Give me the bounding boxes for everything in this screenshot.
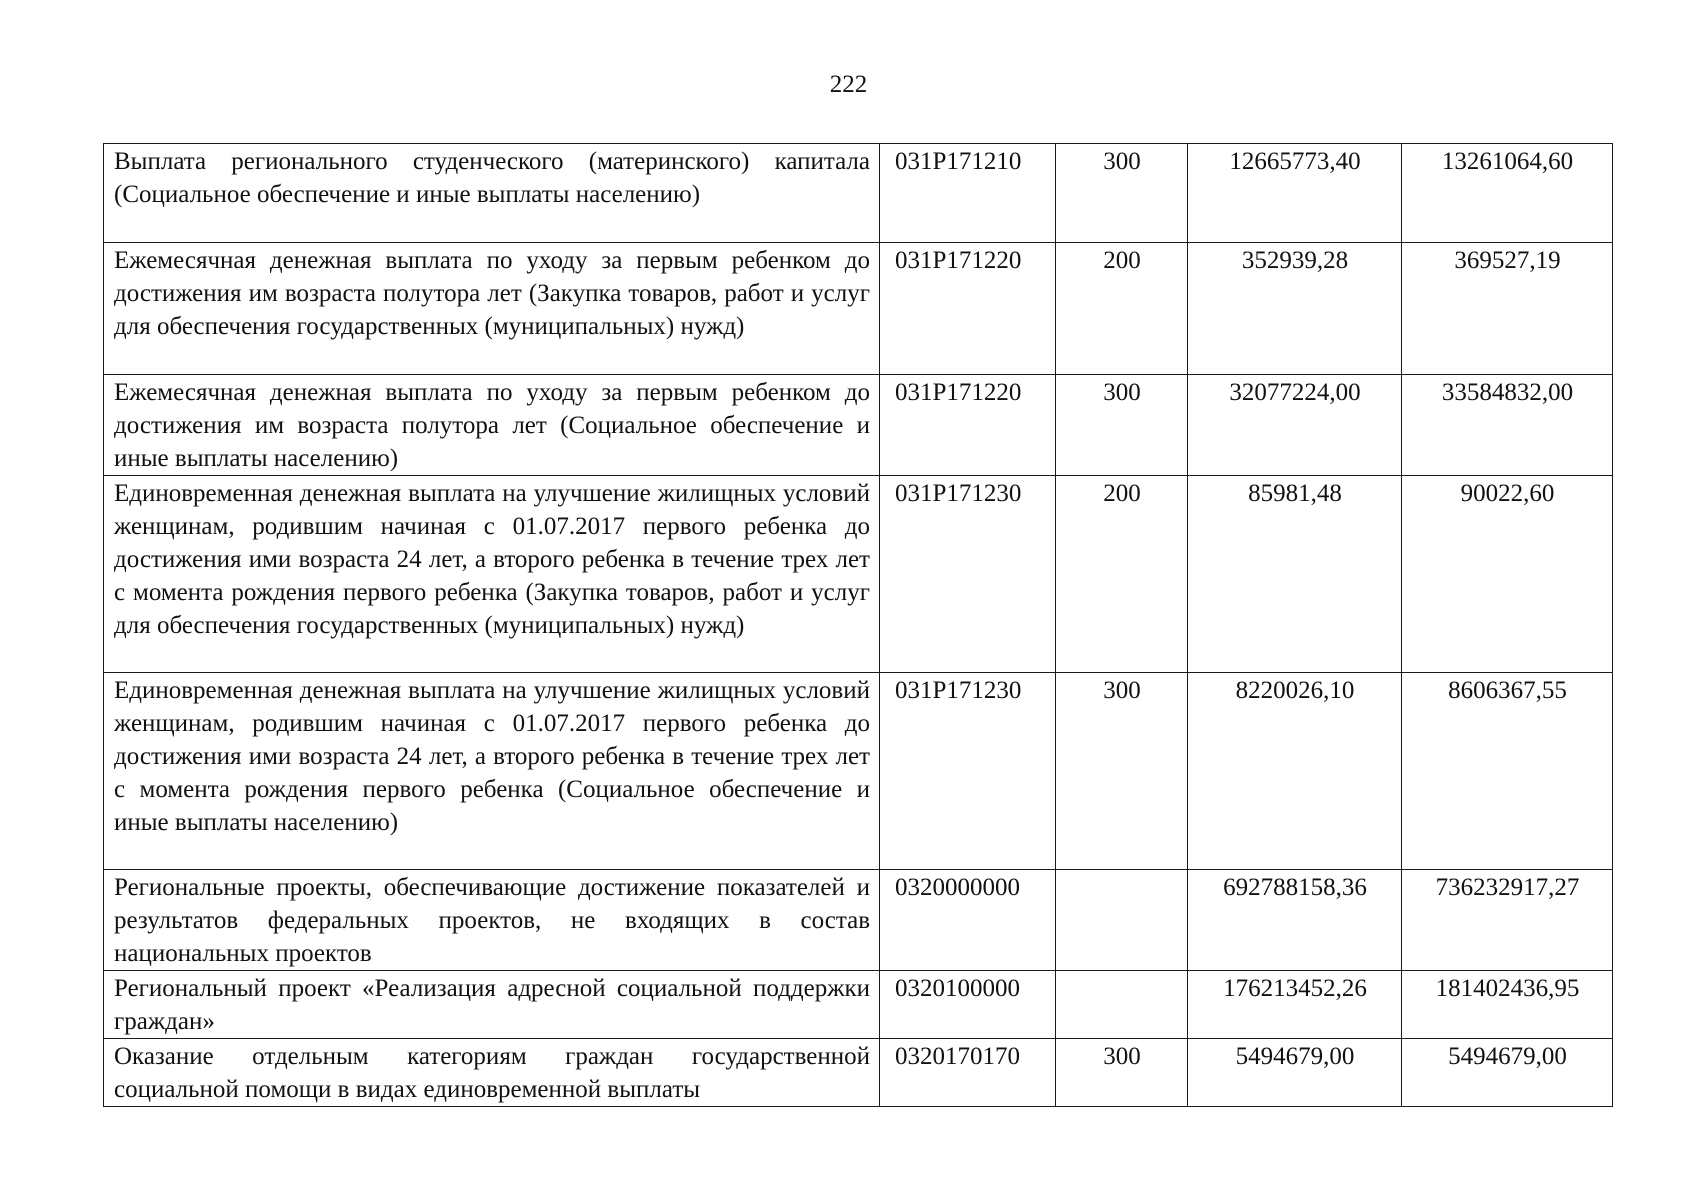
row-type <box>1066 870 1178 871</box>
row-value1-cell <box>1188 144 1402 243</box>
row-value1: 176213452,26 <box>1223 975 1367 1002</box>
table-row <box>104 243 1613 375</box>
row-value1: 85981,48 <box>1248 480 1342 507</box>
row-name-cell <box>104 673 880 870</box>
row-value2: 736232917,27 <box>1435 874 1580 901</box>
row-type: 300 <box>1103 1043 1141 1070</box>
row-type-cell <box>1056 243 1188 375</box>
row-type: 300 <box>1103 379 1141 406</box>
row-value2-cell <box>1402 243 1613 375</box>
row-code-cell <box>880 971 1056 1039</box>
row-type-cell <box>1056 673 1188 870</box>
row-value1: 32077224,00 <box>1229 379 1361 406</box>
row-name-cell <box>104 144 880 243</box>
row-name-cell <box>104 971 880 1039</box>
row-type: 300 <box>1103 148 1141 175</box>
table-row <box>104 144 1613 243</box>
row-type-cell <box>1056 144 1188 243</box>
row-name: Единовременная денежная выплата на улучшение жилищных условий женщинам, родившим начиная с 01.07.2017 первого ребенка до достижения ими возраста 24 лет, а второго ребенка в течение трех лет с момента рождения первого ребенка (Социальное обеспечение и иные выплаты населению) <box>114 677 870 836</box>
row-name: Региональные проекты, обеспечивающие достижение показателей и результатов федеральных проектов, не входящих в состав национальных проектов <box>114 874 870 967</box>
row-code: 0320170170 <box>895 1043 1020 1070</box>
row-code-cell <box>880 1039 1056 1107</box>
row-name-cell <box>104 1039 880 1107</box>
row-code-cell <box>880 673 1056 870</box>
table-row <box>104 870 1613 971</box>
row-name-cell <box>104 243 880 375</box>
row-code: 031P171230 <box>895 480 1022 507</box>
row-value2: 90022,60 <box>1460 480 1555 507</box>
row-type-cell <box>1056 971 1188 1039</box>
row-value1-cell <box>1188 375 1402 476</box>
row-code-cell <box>880 870 1056 971</box>
row-value2: 33584832,00 <box>1441 379 1574 406</box>
row-code: 031P171220 <box>895 247 1022 274</box>
row-name-cell <box>104 375 880 476</box>
row-code: 0320100000 <box>895 975 1020 1002</box>
row-type: 200 <box>1103 480 1141 507</box>
row-value1: 8220026,10 <box>1235 677 1355 704</box>
row-code-cell <box>880 144 1056 243</box>
row-value1-cell <box>1188 476 1402 673</box>
row-type-cell <box>1056 375 1188 476</box>
row-code: 031P171210 <box>895 148 1022 175</box>
row-name: Оказание отдельным категориям граждан государственной социальной помощи в видах единовременной выплаты <box>114 1043 870 1103</box>
row-code: 031P171230 <box>895 677 1022 704</box>
row-value2-cell <box>1402 476 1613 673</box>
row-value2: 8606367,55 <box>1448 677 1567 704</box>
row-value1: 5494679,00 <box>1235 1043 1355 1070</box>
row-value1: 692788158,36 <box>1223 874 1367 901</box>
row-value2: 5494679,00 <box>1448 1043 1567 1070</box>
row-value2-cell <box>1402 870 1613 971</box>
row-value1-cell <box>1188 243 1402 375</box>
row-value2-cell <box>1402 1039 1613 1107</box>
row-value2: 13261064,60 <box>1441 148 1574 175</box>
row-type-cell <box>1056 870 1188 971</box>
row-value2-cell <box>1402 673 1613 870</box>
row-code-cell <box>880 476 1056 673</box>
row-code: 031P171220 <box>895 379 1022 406</box>
row-name: Региональный проект «Реализация адресной социальной поддержки граждан» <box>114 975 870 1035</box>
row-name: Ежемесячная денежная выплата по уходу за первым ребенком до достижения им возраста полутора лет (Закупка товаров, работ и услуг для обеспечения государственных (муниципальных) нужд) <box>114 247 870 340</box>
table-row <box>104 375 1613 476</box>
row-value2: 181402436,95 <box>1435 975 1580 1002</box>
row-value1-cell <box>1188 673 1402 870</box>
row-value2-cell <box>1402 375 1613 476</box>
row-name-cell <box>104 870 880 971</box>
row-value2-cell <box>1402 144 1613 243</box>
row-value1-cell <box>1188 971 1402 1039</box>
row-name: Выплата регионального студенческого (материнского) капитала (Социальное обеспечение и иные выплаты населению) <box>114 148 870 208</box>
row-value1: 12665773,40 <box>1229 148 1361 175</box>
row-value2: 369527,19 <box>1454 247 1561 274</box>
row-type-cell <box>1056 1039 1188 1107</box>
row-type: 200 <box>1103 247 1141 274</box>
budget-table <box>103 143 1613 1107</box>
row-name-cell <box>104 476 880 673</box>
row-type-cell <box>1056 476 1188 673</box>
row-code-cell <box>880 243 1056 375</box>
row-name: Единовременная денежная выплата на улучшение жилищных условий женщинам, родившим начиная с 01.07.2017 первого ребенка до достижения ими возраста 24 лет, а второго ребенка в течение трех лет с момента рождения первого ребенка (Закупка товаров, работ и услуг для обеспечения государственных (муниципальных) нужд) <box>114 480 870 639</box>
page-number: 222 <box>829 71 868 98</box>
row-value1: 352939,28 <box>1241 247 1349 274</box>
row-code-cell <box>880 375 1056 476</box>
row-value2-cell <box>1402 971 1613 1039</box>
row-value1-cell <box>1188 870 1402 971</box>
row-code: 0320000000 <box>895 874 1020 901</box>
row-type: 300 <box>1103 677 1141 704</box>
row-type <box>1066 971 1178 972</box>
row-name: Ежемесячная денежная выплата по уходу за первым ребенком до достижения им возраста полутора лет (Социальное обеспечение и иные выплаты населению) <box>114 379 870 472</box>
table-row <box>104 971 1613 1039</box>
table-row <box>104 673 1613 870</box>
row-value1-cell <box>1188 1039 1402 1107</box>
table-row <box>104 476 1613 673</box>
table-row <box>104 1039 1613 1107</box>
